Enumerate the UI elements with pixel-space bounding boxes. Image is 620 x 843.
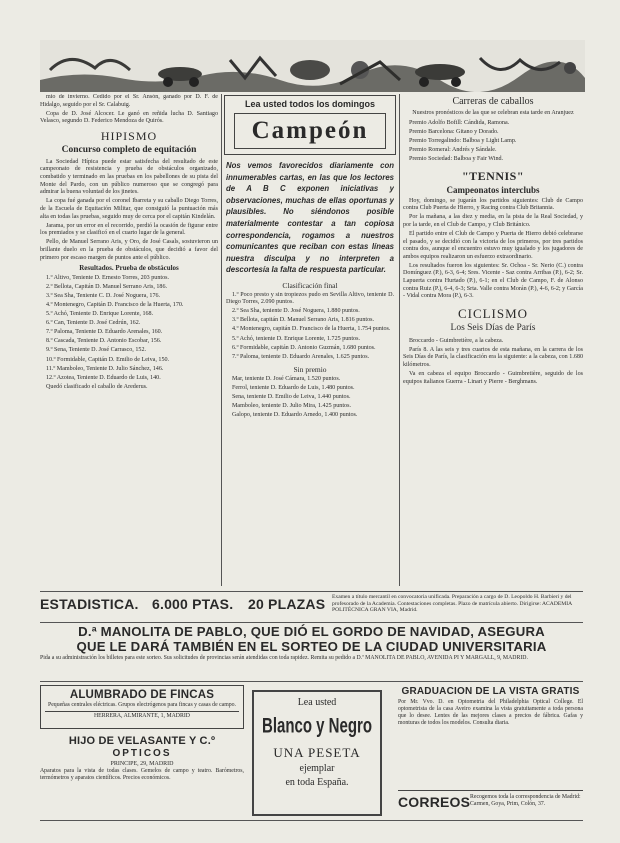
sports-banner-illustration — [40, 40, 585, 92]
column-right — [403, 94, 583, 590]
notice-to-readers: Nos vemos favorecidos diariamente con innumerables cartas, en las que los lectores de A B C exponen iniciativas y observaciones, muchas de ellas oportunas y plausibles. No siéndonos posible materialmente contestar a tan copiosa correspondencia, rogamos a nuestros comunicantes que reciban con estas líneas nuestra disculpa y no interpreten a descortesía la falta de respuesta particular. — [226, 161, 394, 275]
blanco-price: UNA PESETA — [273, 745, 361, 760]
tennis-paragraph: Los resultados fueron los siguientes: Sr. Ochoa - Sr. Nerio (C.) contra Domínguez (P.), 6-3, 6-4; Sres. Vicente - Saz contra Arribas (P.), 6-2; Sr. Lapuerta contra Hurtado (P.), 6-1; en el Club de Campo, F. de Alonso contra Ruiz (P.), 6-4, 6-3; Srta. Valle contra Morán (P.), 4-6, 6-2; y García - Vidal contra Mora (P.), 6-3. — [403, 262, 583, 300]
ad-section-rule — [40, 622, 583, 623]
blanco-line: ejemplar — [299, 763, 335, 774]
no-prize-line: Galopo, teniente D. Eduardo Arnedo, 1.400 puntos. — [232, 412, 358, 419]
article-paragraph: La Sociedad Hípica puede estar satisfecha del resultado de este campeonato de resistencia y prueba de obstáculos organizado, combatido y terminado en las pruebas en los pabellones de su pista del Monte del Pardo, con un público numeroso que se congregó para admirar la buena voluntad de los jinetes. — [40, 158, 218, 196]
opticos-address: PRINCIPE, 29, MADRID — [110, 761, 174, 767]
tennis-subtitle: Campeonatos interclubs — [446, 184, 540, 195]
classification-title: Clasificación final — [282, 280, 338, 290]
alumbrado-title: ALUMBRADO DE FINCAS — [69, 689, 215, 701]
blanco-y-negro-ad — [252, 690, 382, 816]
results-title: Resultados. Prueba de obstáculos — [79, 264, 179, 273]
manolita-headline: D.ª MANOLITA DE PABLO, QUE DIÓ EL GORDO DE NAVIDAD, ASEGURA — [78, 624, 545, 639]
opticos-subtitle: OPTICOS — [112, 748, 172, 759]
article-paragraph: Pello, de Manuel Serrano Aris, y Oro, de José Casals, sostuvieron un brillante duelo en la prueba de obstáculos, que decidió a favor del primero por escaso margen de puntos ante el público. — [40, 239, 218, 261]
blanco-line: en toda España. — [285, 777, 349, 788]
no-prize-line: Mamboleo, teniente D. Julio Mira, 1.425 puntos. — [232, 403, 351, 410]
graduacion-text: Por Mr. Vvo. D. en Optometria del Philadelphia Optical College. El optometrista de la casa Aveiro examina la vista gratuitamente a toda persona que lo desee. Lentes de las mejores clases a precios de fábrica. Gafas y monturas de todos los modelos. Consulta diaria. — [398, 699, 583, 726]
bottom-rule — [40, 820, 583, 821]
estadistica-text: Examen a título mercantil en convocatoria unificada. Preparación a cargo de D. Leopoldo H. Barbieri y del profesorado de la Academia. Contestaciones completas. Plazo de matrícula abierto. Dirigirse: ACADEMIA POLITÉCNICA GRAN VIA, Madrid. — [332, 594, 572, 614]
result-line: 3.º Sea Sha, Teniente C. D. José Noguera, 176. — [46, 292, 161, 299]
ad-section-rule — [40, 591, 583, 592]
result-line: 6.º Can, Teniente D. José Cedrún, 162. — [46, 320, 141, 327]
classification-line: 4.º Montenegro, capitán D. Francisco de la Huerta, 1.754 puntos. — [232, 326, 391, 333]
result-line: 8.º Cascada, Teniente D. Antonio Escobar, 156. — [46, 338, 162, 345]
column-middle — [226, 160, 394, 590]
estadistica-label: ESTADISTICA. — [40, 596, 139, 612]
correos-title: CORREOS — [398, 794, 471, 810]
result-line: 1.º Altivo, Teniente D. Ernesto Torres, 203 puntos. — [46, 274, 170, 281]
opticos-ad — [40, 735, 244, 813]
no-prize-line: Ferrol, teniente D. Eduardo de Luis, 1.480 puntos. — [232, 384, 355, 391]
cycling-subtitle: Los Seis Días de París — [450, 322, 536, 333]
alumbrado-ad — [40, 685, 244, 729]
blanco-line: Lea usted — [297, 697, 337, 708]
section-subtitle: Concurso completo de equitación — [61, 144, 197, 155]
correos-text: Recogemos toda la correspondencia de Madrid: Carmen, Goya, Prim, Colón, 37. — [470, 794, 581, 807]
ad-section-rule — [40, 681, 583, 682]
column-left — [40, 94, 218, 594]
manolita-text: Pida a su administración los billetes para este sorteo. Sus solicitudes de provincias serán atendidas con toda rapidez. Remita su pedido a D.ª MANOLITA DE PABLO, AVENIDA PI Y MARGALL, 9, MADRID. — [40, 655, 528, 661]
tennis-paragraph: Hoy, domingo, se jugarán los partidos siguientes: Club de Campo contra Club Puerta de Hierro, y Racing contra Club Britannia. — [403, 197, 583, 212]
section-title-hipismo: HIPISMO — [100, 128, 158, 143]
race-prediction: Premio Torregalindo: Balboa y Light Lamp. — [409, 137, 517, 144]
no-prize-title: Sin premio — [293, 365, 327, 375]
tennis-paragraph: Por la mañana, a las diez y media, en la pista de la Real Sociedad, y por la tarde, en el Club de Campo, y Club Británico. — [403, 214, 583, 228]
intro-paragraph: mio de invierno. Cedido por el Sr. Ansón, ganado por D. F. de Hidalgo, seguido por el Sr. Calabuig. — [40, 94, 218, 108]
graduacion-ad — [398, 686, 583, 786]
result-line: 11.º Mamboleo, Teniente D. Julio Sánchez, 146. — [46, 365, 164, 372]
classification-line: 2.º Sea Sha, teniente D. José Noguera, 1.880 puntos. — [232, 308, 360, 315]
cycling-paragraph: Broccardo - Guimbretière, a la cabeza. — [409, 337, 504, 344]
no-prize-line: Sena, teniente D. Emilio de Leiva, 1.440 puntos. — [232, 394, 351, 401]
estadistica-places: 20 PLAZAS — [248, 596, 326, 612]
race-prediction: Premio Adolfo Bofill: Cándida, Ramona. — [409, 119, 510, 126]
intro-paragraph: Copa de D. José Alcocer. Le ganó en reñida lucha D. Santiago Velasco, segundo D. Federico Mendoza de Quirós. — [40, 110, 218, 125]
classification-line: 3.º Bellota, capitán D. Manuel Serrano Aris, 1.816 puntos. — [232, 317, 375, 324]
result-line: 2.º Bellota, Capitán D. Manuel Serrano Aris, 186. — [46, 283, 168, 290]
classification-line: 5.º Achó, teniente D. Enrique Lorente, 1.725 puntos. — [232, 335, 360, 342]
alumbrado-text: Pequeñas centrales eléctricas. Grupos electrógenos para fincas y casas de campo. — [48, 702, 236, 708]
no-prize-line: Mar, teniente D. José Cámara, 1.520 puntos. — [232, 375, 341, 382]
manolita-headline: QUE LE DARÁ TAMBIÉN EN EL SORTEO DE LA CIUDAD UNIVERSITARIA — [76, 639, 547, 654]
section-title-tennis: "TENNIS" — [461, 168, 524, 183]
race-prediction: Premio Barcelona: Gitano y Dorado. — [409, 128, 499, 135]
opticos-title: HIJO DE VELASANTE Y C.º — [68, 735, 216, 747]
result-line: 9.º Sena, Teniente D. José Carrasco, 152. — [46, 347, 147, 354]
column-divider — [221, 94, 222, 586]
alumbrado-footer: HERRERA, ALMIRANTE, 1, MADRID — [45, 711, 239, 720]
cycling-paragraph: Va en cabeza el equipo Broccardo - Guimbretière, seguido de los equipos italianos Guerra - Linari y Pierre - Berghmans. — [403, 371, 583, 385]
campeon-ad-line: Lea usted todos los domingos — [244, 99, 375, 109]
opticos-text: Aparatos para la vista de todas clases. Gemelos de campo y teatro. Barómetros, termómetros y aparatos científicos. Precios económicos. — [40, 768, 244, 781]
cycling-paragraph: París 8. A las seis y tres cuartos de esta mañana, en la carrera de los Seis Días de París, la clasificación era la siguiente: a la cabeza, con 1.680 kilómetros. — [403, 346, 583, 369]
column-divider — [399, 94, 400, 586]
article-paragraph: Jarama, por un error en el recorrido, perdió la ocasión de figurar entre los premiados y se clasificó en el cuarto lugar de la general. — [40, 222, 218, 237]
race-prediction: Premio Sociedad: Balboa y Fair Wind. — [409, 155, 504, 162]
campeon-title-box — [234, 113, 386, 149]
races-intro: Nuestros pronósticos de las que se celebran esta tarde en Aranjuez — [412, 110, 574, 116]
result-line: 7.º Paloma, Teniente D. Eduardo Arenales, 160. — [46, 329, 163, 336]
estadistica-ad — [40, 594, 583, 620]
race-prediction: Premio Romeral: Andrés y Sándale. — [409, 146, 497, 153]
estadistica-amount: 6.000 PTAS. — [152, 596, 234, 612]
result-line: 12.º Azotea, Teniente D. Eduardo de Luis, 140. — [46, 374, 161, 381]
section-title-races: Carreras de caballos — [452, 96, 534, 107]
result-line: Quedó clasificado el caballo de Arederus. — [46, 383, 148, 390]
classification-line: 6.º Formidable, capitán D. Antonio Guzmán, 1.680 puntos. — [232, 344, 376, 351]
article-paragraph: La copa fué ganada por el coronel Ibarreta y su caballo Diego Torres, de la Escuela de Equitación Militar, que consiguió la puntuación más alta en todas las pruebas, seguido muy de cerca por el capitán Kindelán. — [40, 198, 218, 220]
result-line: 4.º Montenegro, Capitán D. Francisco de la Huerta, 170. — [46, 301, 184, 308]
classification-line: 7.º Paloma, teniente D. Eduardo Arenales, 1.625 puntos. — [232, 353, 370, 360]
campeon-title: Campeón — [251, 117, 369, 144]
manolita-ad — [40, 624, 583, 679]
section-title-cycling: CICLISMO — [457, 305, 529, 321]
blanco-title: Blanco y Negro — [261, 714, 373, 739]
result-line: 10.º Formidable, Capitán D. Emilio de Leiva, 150. — [46, 356, 170, 363]
campeon-ad-box — [224, 95, 396, 155]
classification-line: 1.º Poco presto y sin tropiezos pudo en Sevilla Altivo, teniente D. Diego Torres, 2.090 puntos. — [226, 291, 394, 306]
correos-ad — [398, 790, 583, 817]
result-line: 5.º Achó, Teniente D. Enrique Lorente, 168. — [46, 311, 154, 318]
tennis-paragraph: El partido entre el Club de Campo y Puerta de Hierro debió celebrarse el pasado, y se decidió con la victoria de los primeros, por tres partidos contra dos, aunque el encuentro estuvo muy igualado y los jugadores de ambos equipos realizaron un esfuerzo extraordinario. — [403, 230, 583, 260]
graduacion-title: GRADUACION DE LA VISTA GRATIS — [401, 686, 580, 697]
